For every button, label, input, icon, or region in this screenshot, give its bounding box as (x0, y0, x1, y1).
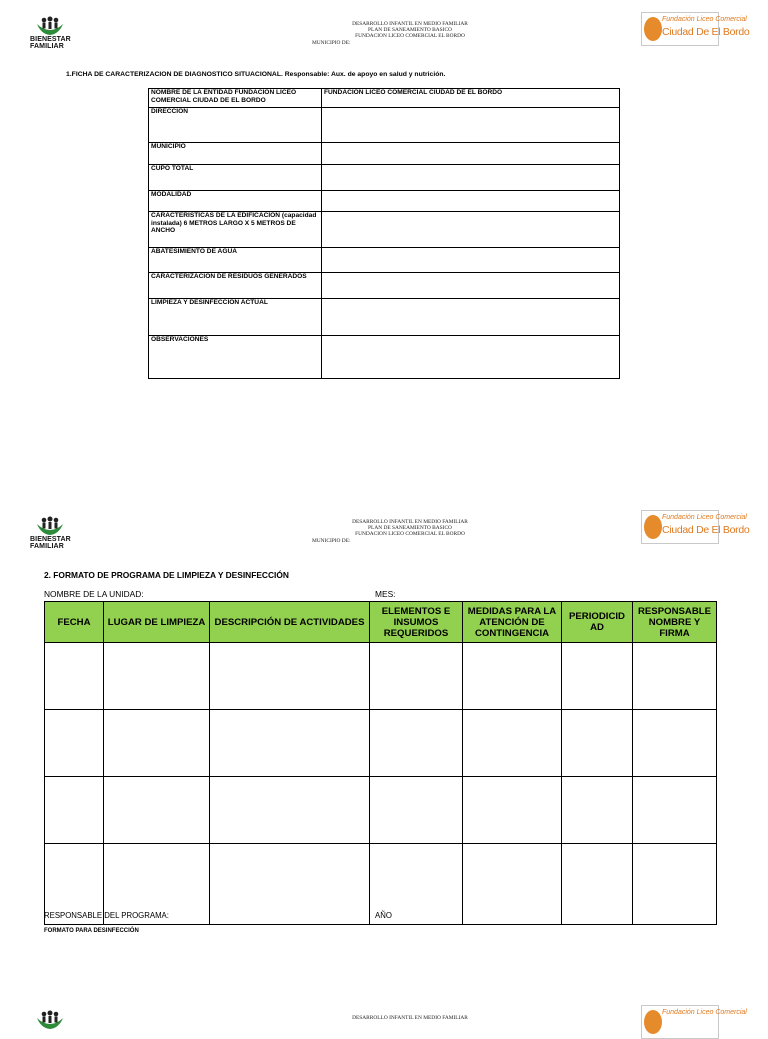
table-cell[interactable] (562, 643, 633, 710)
row-label: NOMBRE DE LA ENTIDAD FUNDACION LICEO COMERCIAL CIUDAD DE EL BORDO (149, 89, 322, 108)
header-line: DESARROLLO INFANTIL EN MEDIO FAMILIAR (352, 1015, 468, 1021)
table-row (45, 777, 717, 844)
family-icon (35, 516, 65, 536)
row-label: MODALIDAD (149, 191, 322, 212)
column-header: MEDIDAS PARA LA ATENCIÓN DE CONTINGENCIA (463, 602, 562, 643)
table-cell[interactable] (463, 777, 562, 844)
section1-title: 1.FICHA DE CARACTERIZACION DE DIAGNOSTICO SITUACIONAL. Responsable: Aux. de apoyo en salud y nutrición. (66, 71, 446, 78)
table-cell[interactable] (562, 777, 633, 844)
child-icon (644, 17, 662, 41)
header-line: DESARROLLO INFANTIL EN MEDIO FAMILIAR (352, 519, 468, 525)
table-row (149, 248, 620, 273)
table-cell[interactable] (370, 710, 463, 777)
row-value[interactable] (322, 273, 620, 299)
table-cell[interactable] (562, 844, 633, 925)
row-value[interactable] (322, 143, 620, 165)
row-label: CUPO TOTAL (149, 165, 322, 191)
row-label: CARACTERIZACION DE RESIDUOS GENERADOS (149, 273, 322, 299)
row-label: OBSERVACIONES (149, 336, 322, 379)
table-row (45, 710, 717, 777)
column-header: LUGAR DE LIMPIEZA (104, 602, 210, 643)
table-row (45, 643, 717, 710)
table-cell[interactable] (463, 710, 562, 777)
table-cell[interactable] (210, 777, 370, 844)
table-row (149, 273, 620, 299)
fundacion-logo-big-text: Ciudad De El Bordo (662, 26, 750, 38)
table-cell[interactable] (104, 643, 210, 710)
programa-limpieza-table (44, 601, 717, 925)
fundacion-logo (641, 12, 750, 46)
column-header: DESCRIPCIÓN DE ACTIVIDADES (210, 602, 370, 643)
logo-text-line1: BIENESTAR (30, 36, 71, 43)
logo-text-line2: FAMILIAR (30, 43, 64, 50)
table-row (149, 336, 620, 379)
table-cell[interactable] (45, 643, 104, 710)
header-line: FUNDACION LICEO COMERCIAL EL BORDO (355, 33, 465, 40)
table-cell[interactable] (370, 643, 463, 710)
table-cell[interactable] (210, 710, 370, 777)
table-row (149, 143, 620, 165)
caracterizacion-table (148, 88, 620, 379)
table-cell[interactable] (463, 844, 562, 925)
table-header-row (45, 602, 717, 643)
table-cell[interactable] (210, 844, 370, 925)
fundacion-logo-big-text: Ciudad De El Bordo (662, 524, 750, 536)
fundacion-logo (641, 510, 750, 544)
row-label: MUNICIPIO (149, 143, 322, 165)
column-header: FECHA (45, 602, 104, 643)
row-value[interactable] (322, 108, 620, 143)
table-row (149, 191, 620, 212)
row-label: ABATESIMIENTO DE AGUA (149, 248, 322, 273)
table-cell[interactable] (45, 710, 104, 777)
row-value[interactable]: FUNDACION LICEO COMERCIAL CIUDAD DE EL BORDO (322, 89, 620, 108)
table-cell[interactable] (210, 643, 370, 710)
row-value[interactable] (322, 299, 620, 336)
anio-label: AÑO (375, 911, 392, 920)
row-label: LIMPIEZA Y DESINFECCION ACTUAL (149, 299, 322, 336)
header-center-text (300, 519, 520, 538)
table-cell[interactable] (463, 643, 562, 710)
table-row (149, 299, 620, 336)
column-header: RESPONSABLE NOMBRE Y FIRMA (633, 602, 717, 643)
fundacion-logo (641, 1005, 747, 1039)
table-cell[interactable] (104, 710, 210, 777)
header-line: DESARROLLO INFANTIL EN MEDIO FAMILIAR (352, 21, 468, 27)
child-icon (644, 1010, 662, 1034)
municipio-label: MUNICIPIO DE: (312, 538, 351, 544)
bienestar-familiar-logo (30, 516, 70, 550)
table-cell[interactable] (633, 777, 717, 844)
table-row (149, 89, 620, 108)
table-row (149, 108, 620, 143)
family-icon (35, 1010, 65, 1030)
row-value[interactable] (322, 248, 620, 273)
row-value[interactable] (322, 212, 620, 248)
table-cell[interactable] (370, 777, 463, 844)
header-line: PLAN DE SANEAMIENTO BASICO (368, 525, 452, 532)
table-row (149, 165, 620, 191)
fundacion-logo-small-text: Fundación Liceo Comercial (662, 16, 747, 23)
fundacion-logo-small-text: Fundación Liceo Comercial (662, 1009, 747, 1016)
table-cell[interactable] (633, 643, 717, 710)
desinfeccion-title: FORMATO PARA DESINFECCIÓN (44, 928, 139, 934)
row-value[interactable] (322, 336, 620, 379)
table-cell[interactable] (45, 777, 104, 844)
row-label: DIRECCION (149, 108, 322, 143)
table-row (149, 212, 620, 248)
section2-title: 2. FORMATO DE PROGRAMA DE LIMPIEZA Y DESINFECCIÓN (44, 570, 289, 580)
municipio-label: MUNICIPIO DE: (312, 40, 351, 46)
header-line: FUNDACION LICEO COMERCIAL EL BORDO (355, 531, 465, 538)
logo-text-line2: FAMILIAR (30, 543, 64, 550)
table-cell[interactable] (633, 844, 717, 925)
row-value[interactable] (322, 165, 620, 191)
bienestar-familiar-logo (30, 1010, 70, 1030)
header-center-text (300, 21, 520, 40)
table-cell[interactable] (562, 710, 633, 777)
mes-label: MES: (375, 589, 396, 599)
bienestar-familiar-logo (30, 16, 70, 50)
responsable-label: RESPONSABLE DEL PROGRAMA: (44, 911, 169, 920)
fundacion-logo-small-text: Fundación Liceo Comercial (662, 514, 747, 521)
column-header: PERIODICID AD (562, 602, 633, 643)
unidad-label: NOMBRE DE LA UNIDAD: (44, 589, 144, 599)
table-cell[interactable] (104, 777, 210, 844)
header-center-text (300, 1015, 520, 1021)
table-cell[interactable] (633, 710, 717, 777)
header-line: PLAN DE SANEAMIENTO BASICO (368, 27, 452, 34)
column-header: ELEMENTOS E INSUMOS REQUERIDOS (370, 602, 463, 643)
logo-text-line1: BIENESTAR (30, 536, 71, 543)
row-value[interactable] (322, 191, 620, 212)
row-label: CARACTERISTICAS DE LA EDIFICACION (capacidad instalada) 6 METROS LARGO X 5 METROS DE ANCHO (149, 212, 322, 248)
family-icon (35, 16, 65, 36)
child-icon (644, 515, 662, 539)
